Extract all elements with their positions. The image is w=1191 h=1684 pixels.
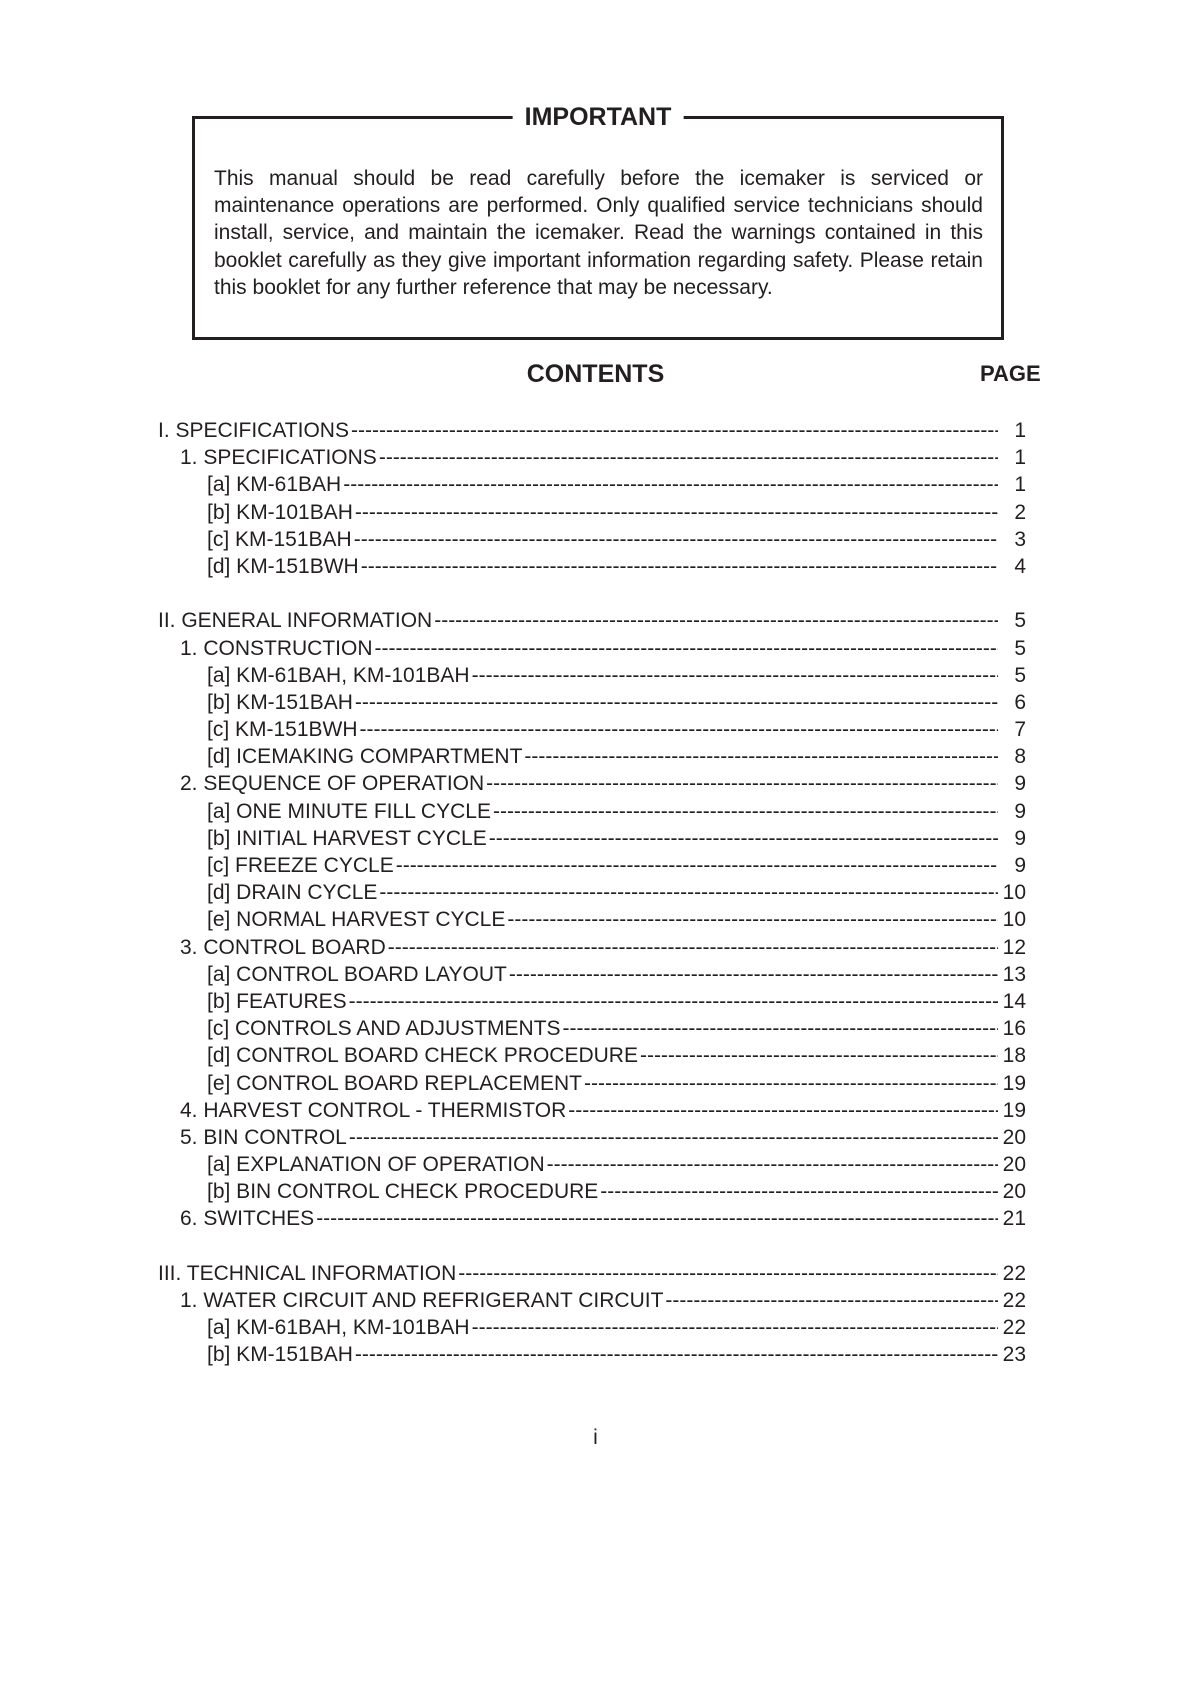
toc-leader [458, 1260, 998, 1287]
toc-entry-label: I. SPECIFICATIONS [158, 419, 349, 442]
toc-entry[interactable] [158, 1287, 1026, 1314]
toc-leader [584, 1070, 998, 1097]
toc-entry-label: [b] INITIAL HARVEST CYCLE [207, 826, 487, 850]
toc-leader [665, 1287, 998, 1314]
toc-entry[interactable] [158, 1260, 1026, 1287]
toc-entry-label: [c] KM-151BWH [207, 718, 358, 742]
toc-entry-page: 1 [1014, 446, 1026, 470]
toc-entry-page: 10 [1002, 881, 1026, 905]
toc-leader [472, 1314, 998, 1341]
toc-entry-label: [c] CONTROLS AND ADJUSTMENTS [207, 1017, 561, 1041]
toc-entry-page: 22 [1002, 1289, 1026, 1312]
toc-entry[interactable] [158, 635, 1026, 662]
toc-leader [486, 770, 998, 797]
toc-leader [355, 1341, 998, 1368]
toc-entry[interactable] [158, 444, 1026, 471]
toc-entry[interactable] [158, 526, 1026, 553]
toc-entry-page: 19 [1002, 1071, 1026, 1095]
toc-entry[interactable] [158, 607, 1026, 634]
toc-entry[interactable] [158, 825, 1026, 852]
important-notice-title: IMPORTANT [513, 97, 684, 137]
toc-entry-page: 12 [1002, 935, 1026, 959]
toc-entry-label: [d] CONTROL BOARD CHECK PROCEDURE [207, 1044, 638, 1068]
toc-entry-label: [a] CONTROL BOARD LAYOUT [207, 962, 507, 986]
toc-entry[interactable] [158, 1042, 1026, 1069]
toc-entry-page: 5 [1014, 663, 1026, 687]
toc-entry-page: 14 [1002, 989, 1026, 1013]
toc-leader [354, 526, 998, 553]
toc-entry[interactable] [158, 1124, 1026, 1151]
toc-entry[interactable] [158, 716, 1026, 743]
toc-leader [355, 689, 998, 716]
toc-leader [509, 961, 998, 988]
toc-entry-page: 5 [1014, 609, 1026, 633]
toc-entry-label: [b] KM-151BAH [207, 1343, 353, 1367]
toc-entry-page: 5 [1014, 636, 1026, 660]
toc-leader [563, 1015, 998, 1042]
toc-leader [547, 1151, 998, 1178]
toc-entry-label: 1. SPECIFICATIONS [180, 446, 377, 470]
toc-entry-label: [b] KM-101BAH [207, 500, 353, 524]
toc-entry-label: 3. CONTROL BOARD [180, 935, 386, 959]
toc-entry-page: 3 [1014, 527, 1026, 551]
toc-leader [640, 1042, 998, 1069]
toc-leader [349, 988, 998, 1015]
toc-leader [316, 1205, 998, 1232]
toc-leader [507, 906, 998, 933]
toc-entry[interactable] [158, 961, 1026, 988]
toc-entry-page: 1 [1014, 419, 1026, 442]
toc-entry-page: 9 [1014, 799, 1026, 823]
toc-entry-label: 4. HARVEST CONTROL - THERMISTOR [180, 1098, 567, 1122]
toc-entry-label: [a] ONE MINUTE FILL CYCLE [207, 799, 491, 823]
toc-entry-page: 22 [1002, 1261, 1026, 1285]
toc-leader [493, 798, 998, 825]
toc-entry-label: [b] KM-151BAH [207, 690, 353, 714]
toc-entry-label: 2. SEQUENCE OF OPERATION [180, 772, 485, 796]
toc-entry-label: II. GENERAL INFORMATION [158, 609, 433, 633]
toc-entry-page: 16 [1002, 1017, 1026, 1041]
toc-entry-label: 1. WATER CIRCUIT AND REFRIGERANT CIRCUIT [180, 1289, 664, 1312]
toc-entry-page: 7 [1014, 718, 1026, 742]
toc-entry-page: 19 [1002, 1098, 1026, 1122]
toc-entry[interactable] [158, 852, 1026, 879]
toc-entry-label: [d] DRAIN CYCLE [207, 881, 378, 905]
toc-leader [355, 499, 998, 526]
toc-entry-page: 6 [1014, 690, 1026, 714]
toc-entry[interactable] [158, 1341, 1026, 1368]
toc-entry[interactable] [158, 934, 1026, 961]
toc-entry[interactable] [158, 770, 1026, 797]
toc-entry-page: 10 [1002, 908, 1026, 932]
toc-entry[interactable] [158, 417, 1026, 444]
toc-entry-label: [b] BIN CONTROL CHECK PROCEDURE [207, 1180, 599, 1204]
toc-entry[interactable] [158, 553, 1026, 580]
toc-entry-label: [a] KM-61BAH, KM-101BAH [207, 1316, 470, 1340]
toc-leader [489, 825, 998, 852]
page-column-header: PAGE [980, 361, 1041, 386]
toc-entry-label: [e] CONTROL BOARD REPLACEMENT [207, 1071, 582, 1095]
toc-entry[interactable] [158, 1178, 1026, 1205]
toc-entry-label: [a] KM-61BAH, KM-101BAH [207, 663, 470, 687]
toc-leader [351, 417, 998, 444]
toc-entry-label: [c] FREEZE CYCLE [207, 854, 394, 877]
toc-entry-label: [c] KM-151BAH [207, 527, 352, 551]
toc-entry-page: 20 [1002, 1153, 1026, 1177]
toc-entry-page: 4 [1014, 554, 1026, 578]
toc-leader [524, 743, 998, 770]
toc-entry[interactable] [158, 1151, 1026, 1178]
toc-entry-label: [b] FEATURES [207, 989, 347, 1013]
toc-leader [360, 716, 998, 743]
toc-entry-label: 5. BIN CONTROL [180, 1125, 347, 1149]
toc-entry[interactable] [158, 1070, 1026, 1097]
toc-entry[interactable] [158, 1205, 1026, 1232]
toc-leader [396, 852, 998, 879]
toc-entry[interactable] [158, 1015, 1026, 1042]
toc-entry-page: 22 [1002, 1316, 1026, 1340]
toc-entry[interactable] [158, 662, 1026, 689]
toc-entry[interactable] [158, 988, 1026, 1015]
toc-entry[interactable] [158, 471, 1026, 498]
toc-leader [388, 934, 998, 961]
contents-title: CONTENTS [526, 360, 665, 388]
toc-entry[interactable] [158, 906, 1026, 933]
toc-entry[interactable] [158, 499, 1026, 526]
important-notice-text: This manual should be read carefully before the icemaker is serviced or maintenance operations are performed. Only qualified service technicians should install, service, and maintain the icemaker. Read the warnings contained in this booklet carefully as they give important information regarding safety. Please retain this booklet for any further reference that may be necessary. [214, 167, 983, 299]
table-of-contents [158, 417, 1026, 1369]
toc-entry[interactable] [158, 689, 1026, 716]
toc-entry-label: [d] ICEMAKING COMPARTMENT [207, 745, 523, 769]
toc-entry-page: 23 [1002, 1343, 1026, 1367]
toc-entry-label: 6. SWITCHES [180, 1207, 315, 1231]
toc-entry-label: [a] KM-61BAH [207, 473, 342, 497]
toc-leader [379, 879, 998, 906]
toc-leader [434, 607, 998, 634]
toc-entry-page: 20 [1002, 1125, 1026, 1149]
important-notice-box [192, 103, 1004, 340]
toc-entry[interactable] [158, 1314, 1026, 1341]
toc-leader [472, 662, 998, 689]
toc-entry-label: III. TECHNICAL INFORMATION [158, 1261, 457, 1285]
toc-entry-page: 8 [1014, 745, 1026, 769]
toc-entry-page: 9 [1014, 826, 1026, 850]
toc-leader [361, 553, 998, 580]
toc-entry-page: 9 [1014, 854, 1026, 877]
toc-leader [600, 1178, 998, 1205]
toc-entry-page: 1 [1014, 473, 1026, 497]
toc-entry-page: 9 [1014, 772, 1026, 796]
toc-entry-label: 1. CONSTRUCTION [180, 636, 373, 660]
toc-entry-label: [d] KM-151BWH [207, 554, 359, 578]
toc-leader [379, 444, 998, 471]
toc-entry[interactable] [158, 743, 1026, 770]
toc-entry-page: 13 [1002, 962, 1026, 986]
toc-entry-page: 18 [1002, 1044, 1026, 1068]
toc-leader [349, 1124, 998, 1151]
page-number: i [593, 1426, 598, 1449]
toc-entry[interactable] [158, 1097, 1026, 1124]
toc-entry[interactable] [158, 798, 1026, 825]
toc-leader [568, 1097, 998, 1124]
toc-entry-page: 20 [1002, 1180, 1026, 1204]
toc-entry[interactable] [158, 879, 1026, 906]
toc-leader [375, 635, 998, 662]
toc-entry-label: [e] NORMAL HARVEST CYCLE [207, 908, 506, 932]
toc-entry-label: [a] EXPLANATION OF OPERATION [207, 1153, 545, 1177]
toc-leader [343, 471, 998, 498]
toc-entry-page: 2 [1014, 500, 1026, 524]
toc-entry-page: 21 [1002, 1207, 1026, 1231]
